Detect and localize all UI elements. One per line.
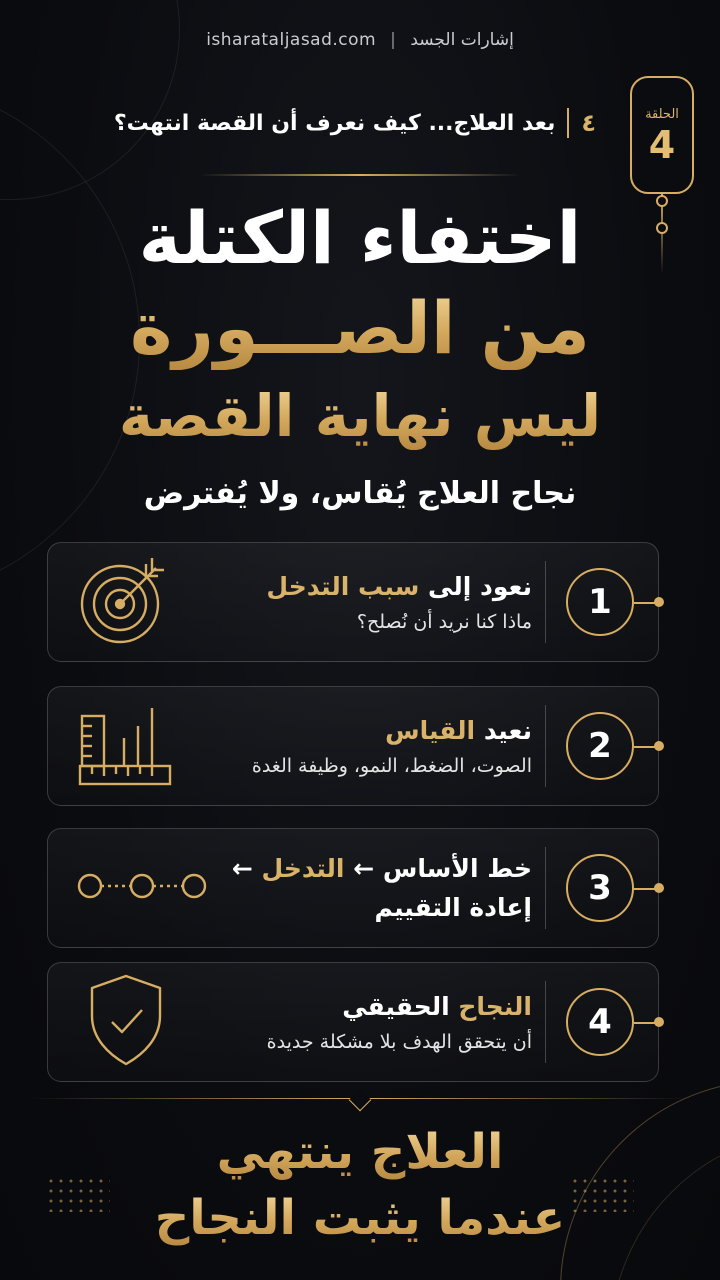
step-card-2 bbox=[47, 686, 659, 806]
step-card-3 bbox=[47, 828, 659, 948]
series-number: ٤ bbox=[581, 109, 596, 137]
measure-icon bbox=[76, 698, 176, 794]
step-title-gold: التدخل bbox=[261, 854, 345, 883]
step-title bbox=[192, 716, 532, 745]
headline-line-2: من الصـــورة bbox=[0, 286, 720, 370]
series-question bbox=[114, 108, 596, 138]
step-number-3: 3 bbox=[566, 854, 634, 922]
site-url[interactable]: isharataljasad.com bbox=[206, 30, 377, 50]
headline-line-3: ليس نهاية القصة bbox=[0, 382, 720, 450]
step-card-1 bbox=[47, 542, 659, 662]
step-connector-dot bbox=[654, 741, 664, 751]
step-title-plain: نعيد bbox=[483, 715, 532, 745]
step-divider bbox=[545, 705, 546, 787]
step-divider bbox=[545, 847, 546, 929]
episode-number: 4 bbox=[648, 122, 676, 167]
step-title-line-2: إعادة التقييم bbox=[374, 893, 532, 922]
headline-line-1: اختفاء الكتلة bbox=[138, 196, 582, 280]
step-connector-dot bbox=[654, 883, 664, 893]
series-question-text: بعد العلاج... كيف نعرف أن القصة انتهت؟ bbox=[113, 110, 556, 136]
step-number-1: 1 bbox=[566, 568, 634, 636]
step-description: أن يتحقق الهدف بلا مشكلة جديدة bbox=[266, 1030, 532, 1053]
step-number-4: 4 bbox=[566, 988, 634, 1056]
step-title-gold: القياس bbox=[385, 715, 476, 745]
series-divider bbox=[567, 108, 569, 138]
step-description: الصوت، الضغط، النمو، وظيفة الغدة bbox=[251, 754, 532, 777]
step-connector-dot bbox=[654, 597, 664, 607]
step-description: ماذا كنا نريد أن نُصلح؟ bbox=[356, 610, 532, 633]
closing-line-2: عندما يثبت النجاح bbox=[0, 1190, 720, 1246]
episode-label: الحلقة bbox=[645, 106, 679, 122]
site-brand: إشارات الجسد bbox=[410, 30, 514, 50]
step-title-plain: الحقيقي bbox=[342, 991, 450, 1021]
step-card-4 bbox=[47, 962, 659, 1082]
episode-badge bbox=[630, 76, 694, 194]
step-connector bbox=[634, 1022, 656, 1024]
step-title-gold: سبب التدخل bbox=[266, 571, 420, 601]
step-title-arrow: ← bbox=[231, 854, 253, 883]
step-title-gold: النجاح bbox=[458, 991, 532, 1021]
subtitle: نجاح العلاج يُقاس، ولا يُفترض bbox=[143, 476, 577, 511]
step-title bbox=[192, 572, 532, 601]
step-connector bbox=[634, 888, 656, 890]
step-title bbox=[192, 992, 532, 1021]
step-connector-dot bbox=[654, 1017, 664, 1027]
site-separator: | bbox=[390, 30, 397, 50]
closing-divider-notch bbox=[349, 1089, 372, 1112]
step-divider bbox=[545, 561, 546, 643]
timeline-icon bbox=[76, 869, 208, 907]
step-divider bbox=[545, 981, 546, 1063]
target-icon bbox=[76, 552, 172, 652]
header-divider bbox=[200, 174, 520, 176]
step-number-2: 2 bbox=[566, 712, 634, 780]
step-connector bbox=[634, 746, 656, 748]
closing-line-1: العلاج ينتهي bbox=[0, 1124, 720, 1180]
step-title-plain: خط الأساس ← bbox=[353, 854, 532, 883]
site-bar bbox=[0, 30, 720, 50]
step-title-line-1 bbox=[192, 854, 532, 883]
step-title-plain: نعود إلى bbox=[428, 571, 532, 601]
shield-check-icon bbox=[76, 972, 166, 1072]
step-connector bbox=[634, 602, 656, 604]
